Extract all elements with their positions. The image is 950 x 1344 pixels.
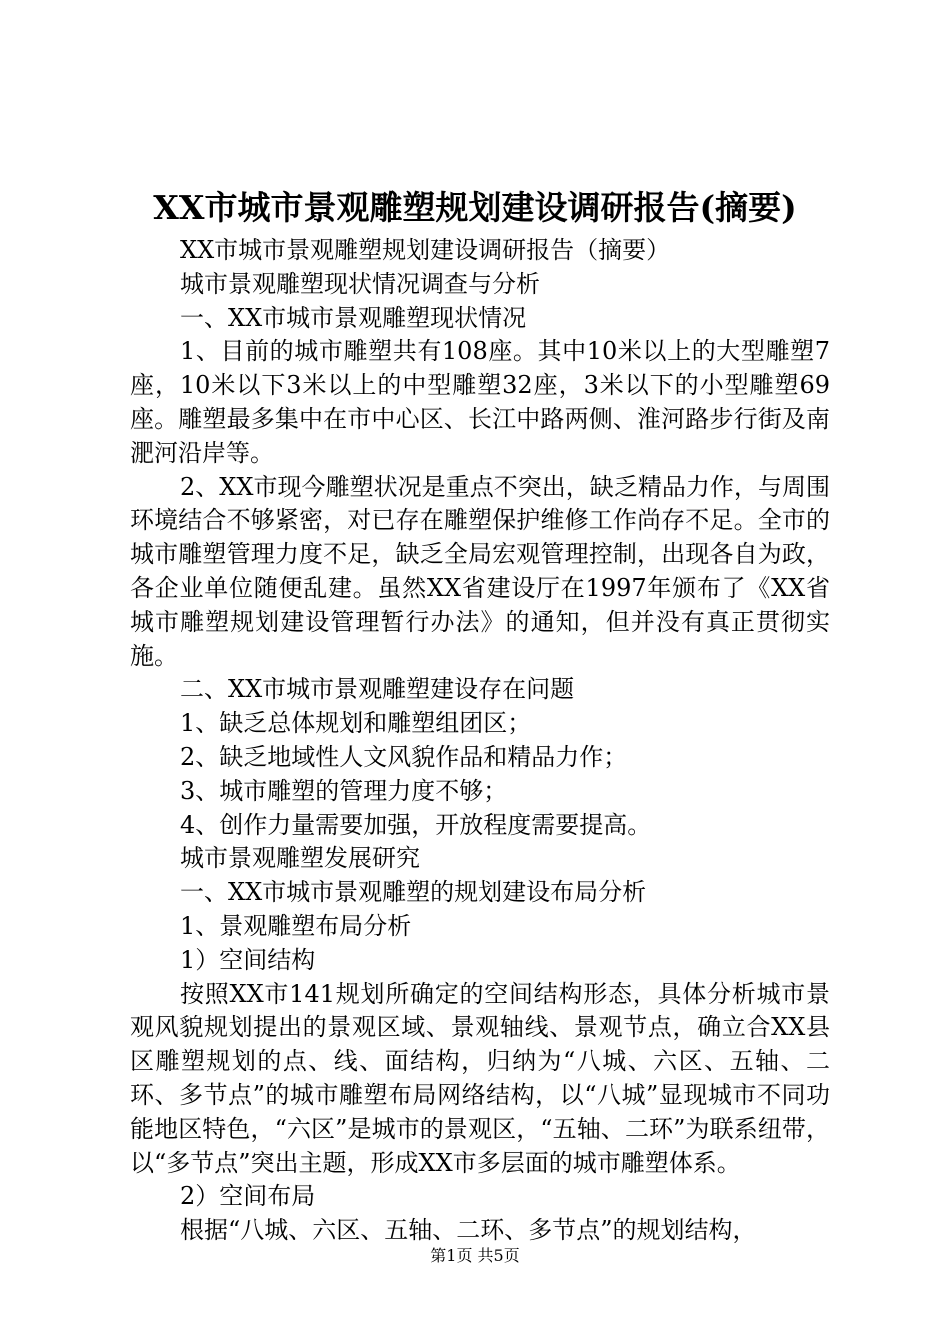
document-title: XX市城市景观雕塑规划建设调研报告(摘要) bbox=[153, 188, 797, 227]
paragraph-heading-layout-analysis: 一、XX市城市景观雕塑的规划建设布局分析 bbox=[180, 878, 647, 907]
list-item-problem-1: 1、缺乏总体规划和雕塑组团区； bbox=[180, 709, 532, 738]
document-body bbox=[130, 234, 830, 1248]
page-number-footer: 第1页 共5页 bbox=[430, 1246, 520, 1265]
paragraph-section-heading-development: 城市景观雕塑发展研究 bbox=[180, 844, 420, 873]
list-item-problem-3: 3、城市雕塑的管理力度不够； bbox=[180, 776, 508, 805]
paragraph-heading-current-status: 一、XX市城市景观雕塑现状情况 bbox=[180, 303, 527, 332]
list-item-problem-4: 4、创作力量需要加强，开放程度需要提高。 bbox=[180, 810, 652, 839]
paragraph-spatial-structure: 按照XX市141规划所确定的空间结构形态，具体分析城市景观风貌规划提出的景观区域、景观轴线、景观节点，确立合XX县区雕塑规划的点、线、面结构，归纳为“八城、六区、五轴、二环、多节点”的城市雕塑布局网络结构，以“八城”显现城市不同功能地区特色，“六区”是城市的景观区，“五轴、二环”为联系纽带，以“多节点”突出主题，形成XX市多层面的城市雕塑体系。 bbox=[130, 979, 830, 1177]
paragraph-spatial-layout: 根据“八城、六区、五轴、二环、多节点”的规划结构， bbox=[180, 1216, 757, 1245]
paragraph-heading-problems: 二、XX市城市景观雕塑建设存在问题 bbox=[180, 675, 575, 704]
list-item-problem-2: 2、缺乏地域性人文风貌作品和精品力作； bbox=[180, 742, 628, 771]
paragraph-current-situation: 2、XX市现今雕塑状况是重点不突出，缺乏精品力作，与周围环境结合不够紧密，对已存在雕塑保护维修工作尚存不足。全市的城市雕塑管理力度不足，缺乏全局宏观管理控制，出现各自为政，各企业单位随便乱建。虽然XX省建设厅在1997年颁布了《XX省城市雕塑规划建设管理暂行办法》的通知，但并没有真正贯彻实施。 bbox=[130, 472, 830, 670]
paragraph-subheading-spatial-structure: 1）空间结构 bbox=[180, 945, 316, 974]
paragraph-subheading-spatial-layout: 2）空间布局 bbox=[180, 1182, 316, 1211]
paragraph-report-subtitle: XX市城市景观雕塑规划建设调研报告（摘要） bbox=[180, 236, 671, 264]
paragraph-sculpture-count: 1、目前的城市雕塑共有108座。其中10米以上的大型雕塑7座，10米以下3米以上的中型雕塑32座，3米以下的小型雕塑69座。雕塑最多集中在市中心区、长江中路两侧、淮河路步行街及南淝河沿岸等。 bbox=[130, 337, 830, 467]
paragraph-section-heading-status: 城市景观雕塑现状情况调查与分析 bbox=[180, 269, 540, 298]
paragraph-subheading-layout: 1、景观雕塑布局分析 bbox=[180, 911, 412, 940]
